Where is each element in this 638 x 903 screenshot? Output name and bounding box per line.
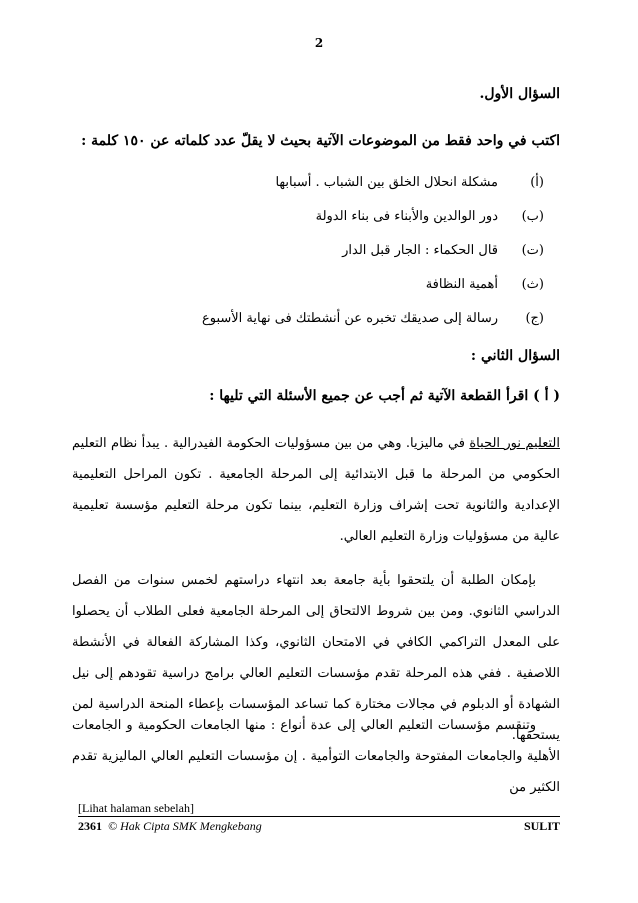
topic-marker: (ب) xyxy=(521,208,544,224)
passage-paragraph-1 xyxy=(72,428,560,552)
question-1-instruction: اكتب في واحد فقط من الموضوعات الآتية بحيث لا يقلّ عدد كلماته عن ١٥٠ كلمة : xyxy=(81,133,560,149)
topic-item xyxy=(94,301,544,335)
topic-item xyxy=(94,165,544,199)
topic-text: مشكلة انحلال الخلق بين الشباب . أسبابها xyxy=(275,174,498,190)
classification-label: SULIT xyxy=(523,819,560,833)
footer-left xyxy=(78,819,262,834)
passage-title-underlined: التعليم نور الحياة xyxy=(469,436,560,451)
topic-text: دور الوالدين والأبناء فى بناء الدولة xyxy=(315,208,498,224)
continue-note: [Lihat halaman sebelah] xyxy=(78,801,194,815)
topic-marker: (أ) xyxy=(530,174,544,190)
paper-code: 2361 xyxy=(78,819,102,833)
question-2-heading: السؤال الثاني : xyxy=(470,348,560,364)
topic-text: أهمية النظافة xyxy=(425,276,498,292)
topic-text: قال الحكماء : الجار قبل الدار xyxy=(342,242,498,258)
footer-divider xyxy=(78,816,560,817)
topic-marker: (ث) xyxy=(521,276,544,292)
passage-paragraph-2: بإمكان الطلبة أن يلتحقوا بأية جامعة بعد انتهاء دراستهم لخمس سنوات من الفصل الدراسي الثانوي. ومن بين شروط الالتحاق إلى المرحلة الجامعية فعلى الطلاب أن يحصلوا على المعدل التراكمي الكافي في الامتحان الثانوي، وكذا المشاركة الفعالة في الأنشطة اللاصفية . ففي هذه المرحلة تقدم مؤسسات التعليم العالي برامج دراسية تقودهم إلى نيل الشهادة أو الدبلوم في مجالات مختارة كما تساعد المؤسسات بإعطاء المنحة الدراسية لمن يستحقها. xyxy=(72,573,560,743)
page-number: 2 xyxy=(314,36,324,50)
question-1-heading: السؤال الأول. xyxy=(479,86,560,102)
topic-marker: (ت) xyxy=(521,242,544,258)
topic-text: رسالة إلى صديقك تخبره عن أنشطتك فى نهاية الأسبوع xyxy=(201,310,498,326)
topic-item xyxy=(94,267,544,301)
topic-item xyxy=(94,233,544,267)
question-2-instruction: ( أ ) اقرأ القطعة الآتية ثم أجب عن جميع الأسئلة التي تليها : xyxy=(209,388,560,404)
passage-paragraph-1-text: في ماليزيا. وهي من بين مسؤوليات الحكومة الفيدرالية . يبدأ نظام التعليم الحكومي من المرحلة ما قبل الابتدائية إلى المرحلة الجامعية . تكون المراحل التعليمية الإعدادية والثانوية تحت إشراف وزارة التعليم، بينما تكون مرحلة التعليم مؤسسة تعليمية عالية من مسؤوليات وزارة التعليم العالي. xyxy=(72,436,560,544)
topic-list xyxy=(94,165,544,335)
passage-paragraph-3: وتنقسم مؤسسات التعليم العالي إلى عدة أنواع : منها الجامعات الحكومية و الجامعات الأهلية والجامعات المفتوحة والجامعات التوأمية . إن مؤسسات التعليم العالي الماليزية تقدم الكثير من xyxy=(72,718,560,795)
copyright-text: © Hak Cipta SMK Mengkebang xyxy=(108,819,262,833)
topic-marker: (ج) xyxy=(525,310,544,326)
topic-item xyxy=(94,199,544,233)
